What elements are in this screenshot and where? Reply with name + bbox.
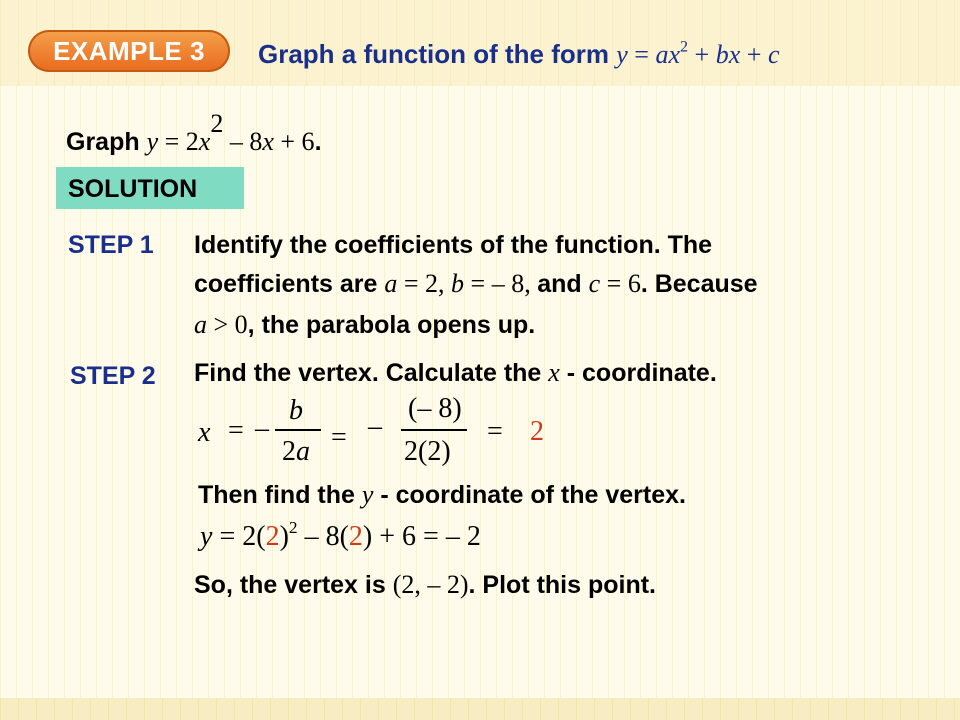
title-plus1: + [688, 40, 716, 69]
problem-period: . [314, 128, 322, 157]
example-badge [28, 30, 230, 72]
s1-l3-c: , the parabola opens up. [247, 311, 536, 339]
problem-x2: x [262, 127, 274, 157]
s2-a: Find the vertex. Calculate the [194, 359, 549, 387]
y-f: 2 [348, 521, 363, 552]
eq-x: x [198, 417, 211, 448]
frac-bar-2 [401, 429, 467, 431]
s2-c: - coordinate. [559, 359, 717, 387]
title-y: y [616, 40, 628, 69]
y-equation [200, 517, 481, 553]
footer-band [0, 698, 960, 720]
s1-l2-g: c [588, 269, 601, 298]
frac-bar-1 [275, 429, 321, 431]
s1-l2-f: and [537, 270, 589, 298]
step1-label: STEP 1 [68, 231, 154, 259]
problem-plus6: + 6 [273, 127, 315, 157]
problem-y: y [146, 127, 159, 157]
then-a: Then find the [198, 481, 362, 509]
problem-prefix: Graph [66, 128, 147, 157]
y-exp: 2 [288, 517, 298, 537]
slide-title [258, 39, 779, 70]
y-a: y [200, 521, 213, 552]
eq-den1-a: 2 [282, 436, 296, 467]
title-bx: bx [715, 40, 741, 69]
eq-den1 [282, 436, 310, 468]
s2-b: x [548, 358, 560, 387]
step1-line1: Identify the coefficients of the function. The [194, 231, 713, 259]
s1-l2-a: coefficients are [194, 270, 385, 298]
solution-label-box [56, 167, 244, 209]
title-eq: = [627, 40, 656, 69]
eq-equals2: = [331, 422, 347, 453]
title-plus2: + [740, 40, 768, 69]
then-b: y [361, 480, 374, 509]
s1-l2-c: = 2, [397, 269, 452, 298]
y-g: ) + 6 = – 2 [362, 521, 481, 552]
eq-result: 2 [530, 416, 544, 447]
eq-den1-b: a [296, 436, 310, 467]
y-b: = 2( [212, 521, 266, 552]
s1-l2-d: b [451, 269, 465, 298]
problem-x: x [198, 127, 211, 157]
eq-num2: (– 8) [408, 393, 462, 424]
eq-equals1: = [228, 415, 244, 446]
title-exp: 2 [679, 38, 689, 56]
then-line [198, 481, 686, 509]
title-ax: ax [655, 40, 680, 69]
y-c: 2 [265, 521, 280, 552]
then-c: - coordinate of the vertex. [373, 481, 686, 509]
problem-2: = 2 [158, 127, 199, 157]
so-b: (2, – 2) [392, 570, 469, 599]
step2-line [194, 359, 717, 387]
step2-label: STEP 2 [70, 362, 156, 390]
so-a: So, the vertex is [194, 571, 393, 599]
step1-line3 [194, 311, 535, 339]
title-text: Graph a function of the form [258, 39, 617, 69]
y-e: – 8( [297, 521, 349, 552]
eq-minus2: – [368, 411, 382, 442]
solution-label: SOLUTION [68, 175, 198, 203]
example-badge-label: EXAMPLE 3 [53, 36, 205, 66]
problem-exp: 2 [210, 109, 224, 138]
eq-minus1: – [255, 413, 269, 444]
title-c: c [767, 40, 780, 69]
s1-l2-i: . Because [640, 270, 758, 298]
conclusion-line [194, 571, 656, 599]
problem-statement [66, 109, 322, 157]
s1-l2-h: = 6 [600, 269, 641, 298]
eq-num1: b [289, 395, 303, 426]
step1-line2 [194, 270, 758, 298]
so-c: . Plot this point. [468, 571, 657, 599]
s1-l2-b: a [384, 269, 398, 298]
s1-l3-b: > 0 [207, 310, 248, 339]
problem-minus8: – 8 [223, 127, 263, 157]
s1-l3-a: a [194, 310, 207, 339]
y-d: ) [279, 521, 289, 552]
s1-l2-e: = – 8, [464, 269, 538, 298]
eq-den2: 2(2) [404, 436, 451, 467]
eq-equals3: = [487, 416, 503, 447]
